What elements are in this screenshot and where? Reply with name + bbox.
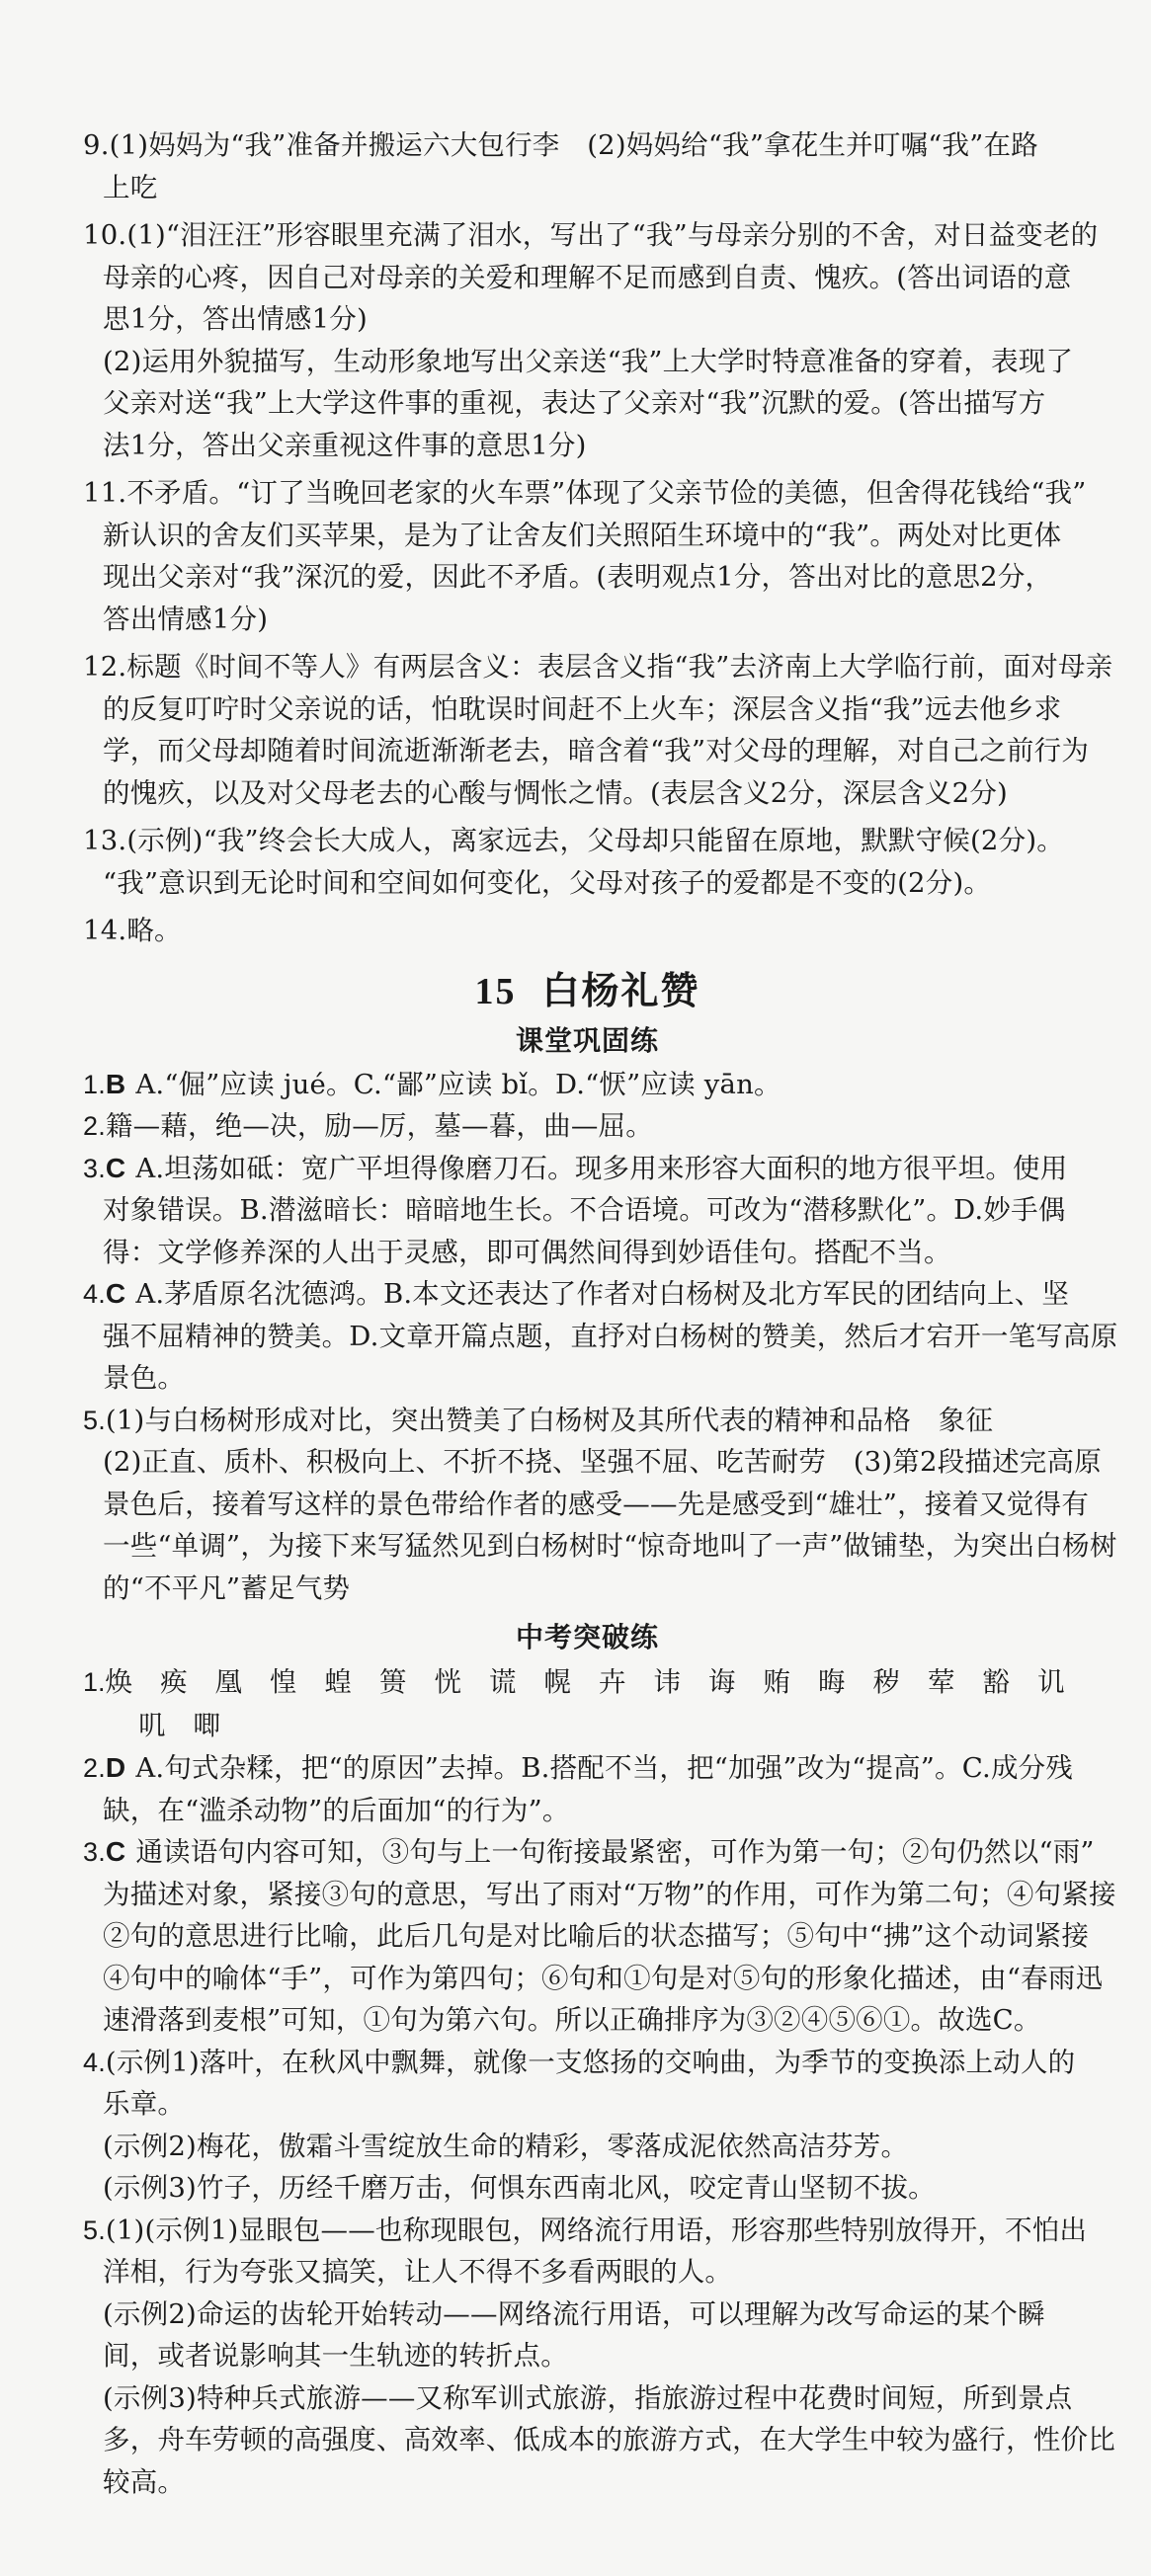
item-number: 5. bbox=[83, 2214, 106, 2245]
char: 唧 bbox=[193, 1710, 220, 1741]
item-number: 2. bbox=[83, 1111, 106, 1141]
answer-line: (1)与白杨树形成对比，突出赞美了白杨树及其所代表的精神和品格 象征 bbox=[105, 1404, 994, 1436]
answer-item-9 bbox=[83, 124, 1092, 208]
answer-line: 9.(1)妈妈为“我”准备并搬运六大包行李 (2)妈妈给“我”拿花生并叮嘱“我”在路 bbox=[83, 129, 1038, 161]
answer-line: 法1分，答出父亲重视这件事的意思1分) bbox=[103, 429, 587, 461]
s1-item-2 bbox=[83, 1105, 1092, 1148]
answer-line: (示例2)命运的齿轮开始转动——网络流行用语，可以理解为改写命运的某个瞬 bbox=[103, 2297, 1045, 2330]
answer-line: (示例1)落叶，在秋风中飘舞，就像一支悠扬的交响曲，为季节的变换添上动人的 bbox=[105, 2046, 1076, 2078]
answer-line: 答出情感1分) bbox=[103, 603, 269, 635]
item-number: 3. bbox=[83, 1153, 106, 1183]
char: 豁 bbox=[982, 1666, 1011, 1698]
answer-item-10 bbox=[83, 214, 1099, 466]
s1-item-3 bbox=[83, 1148, 1092, 1274]
lesson-name: 白杨礼赞 bbox=[541, 968, 700, 1012]
answer-line: (1)(示例1)显眼包——也称现眼包，网络流行用语，形容那些特别放得开，不怕出 bbox=[105, 2214, 1088, 2246]
s2-item-3 bbox=[83, 1831, 1116, 2042]
answer-line: 12.标题《时间不等人》有两层含义：表层含义指“我”去济南上大学临行前，面对母亲 bbox=[83, 651, 1113, 683]
answer-line: 的愧疚，以及对父母老去的心酸与惆怅之情。(表层含义2分，深层含义2分) bbox=[103, 776, 1008, 809]
answer-line: 上吃 bbox=[103, 171, 158, 203]
item-number: 4. bbox=[83, 2047, 106, 2077]
char: 痪 bbox=[160, 1666, 188, 1698]
answer-line: 景色。 bbox=[103, 1362, 186, 1394]
answer-line: ②句的意思进行比喻，此后几句是对比喻后的状态描写；⑤句中“拂”这个动词紧接 bbox=[103, 1920, 1090, 1952]
char: 卉 bbox=[599, 1666, 626, 1698]
answer-line: 通读语句内容可知，③句与上一句衔接最紧密，可作为第一句；②句仍然以“雨” bbox=[135, 1836, 1095, 1868]
answer-line: A.句式杂糅，把“的原因”去掉。B.搭配不当，把“加强”改为“提高”。C.成分残 bbox=[135, 1752, 1074, 1784]
answer-line: (2)正直、质朴、积极向上、不折不挠、坚强不屈、吃苦耐劳 (3)第2段描述完高原 bbox=[103, 1446, 1102, 1478]
answer-line: 强不屈精神的赞美。D.文章开篇点题，直抒对白杨树的赞美，然后才宕开一笔写高原 bbox=[103, 1320, 1118, 1352]
s1-item-1 bbox=[83, 1064, 1092, 1106]
answer-letter: D bbox=[105, 1752, 126, 1783]
answer-line: A.坦荡如砥：宽广平坦得像磨刀石。现多用来形容大面积的地方很平坦。使用 bbox=[135, 1152, 1068, 1184]
char: 蝗 bbox=[324, 1666, 353, 1698]
char: 荤 bbox=[928, 1666, 955, 1698]
s2-item-5 bbox=[83, 2210, 1115, 2504]
answer-line: 景色后，接着写这样的景色带给作者的感受——先是感受到“雄壮”，接着又觉得有 bbox=[103, 1488, 1090, 1520]
item-number: 2. bbox=[83, 1753, 106, 1783]
char: 篑 bbox=[379, 1666, 407, 1698]
item-number: 3. bbox=[83, 1837, 106, 1867]
answer-line: 的反复叮咛时父亲说的话，怕耽误时间赶不上火车；深层含义指“我”远去他乡求 bbox=[103, 692, 1062, 725]
char-list-cont bbox=[83, 1704, 1092, 1747]
answer-line: 缺，在“滥杀动物”的后面加“的行为”。 bbox=[103, 1794, 570, 1826]
answer-line: 较高。 bbox=[103, 2465, 186, 2498]
answer-item-12 bbox=[83, 646, 1113, 814]
answer-line: A.“倔”应读 jué。C.“鄙”应读 bǐ。D.“恹”应读 yān。 bbox=[135, 1068, 781, 1100]
char: 恍 bbox=[434, 1666, 462, 1698]
item-number: 5. bbox=[83, 1405, 106, 1435]
section-title-exam: 中考突破练 bbox=[515, 1621, 659, 1653]
answer-line: 一些“单调”，为接下来写猛然见到白杨树时“惊奇地叫了一声”做铺垫，为突出白杨树 bbox=[103, 1530, 1117, 1562]
char: 晦 bbox=[818, 1666, 846, 1698]
char: 惶 bbox=[270, 1666, 297, 1698]
char: 焕 bbox=[105, 1666, 133, 1698]
answer-letter: B bbox=[105, 1068, 126, 1099]
item-number: 4. bbox=[83, 1279, 106, 1309]
item-number: 1. bbox=[83, 1069, 106, 1099]
answer-line: (示例3)竹子，历经千磨万击，何惧东西南北风，咬定青山坚韧不拔。 bbox=[103, 2172, 936, 2204]
answer-line: 乐章。 bbox=[103, 2088, 186, 2120]
char-list bbox=[83, 1660, 1092, 1704]
s2-item-4 bbox=[83, 2042, 1092, 2210]
answer-line: A.茅盾原名沈德鸿。B.本文还表达了作者对白杨树及北方军民的团结向上、坚 bbox=[135, 1278, 1070, 1310]
answer-line: 速滑落到麦根”可知，①句为第六句。所以正确排序为③②④⑤⑥①。故选C。 bbox=[103, 2004, 1041, 2036]
s2-item-1 bbox=[83, 1660, 1092, 1747]
answer-line: 学，而父母却随着时间流逝渐渐老去，暗含着“我”对父母的理解，对自己之前行为 bbox=[103, 735, 1090, 766]
lesson-title bbox=[83, 964, 1092, 1018]
char: 叽 bbox=[138, 1710, 166, 1741]
char: 凰 bbox=[214, 1666, 243, 1698]
answer-line: 思1分，答出情感1分) bbox=[103, 303, 368, 335]
answer-line: 10.(1)“泪汪汪”形容眼里充满了泪水，写出了“我”与母亲分别的不舍，对日益变老的 bbox=[83, 219, 1099, 251]
answer-line: 间，或者说影响其一生轨迹的转折点。 bbox=[103, 2340, 568, 2372]
answer-line: 14.略。 bbox=[83, 915, 182, 946]
answer-line: 11.不矛盾。“订了当晚回老家的火车票”体现了父亲节俭的美德，但舍得花钱给“我” bbox=[83, 477, 1087, 509]
answer-line: (示例3)特种兵式旅游——又称军训式旅游，指旅游过程中花费时间短，所到景点 bbox=[103, 2381, 1073, 2414]
lesson-number: 15 bbox=[474, 970, 517, 1012]
answer-line: (示例2)梅花，傲霜斗雪绽放生命的精彩，零落成泥依然高洁芬芳。 bbox=[103, 2130, 909, 2162]
char: 讳 bbox=[653, 1666, 682, 1698]
char: 秽 bbox=[872, 1666, 901, 1698]
answer-line: 新认识的舍友们买苹果，是为了让舍友们关照陌生环境中的“我”。两处对比更体 bbox=[103, 519, 1062, 551]
answer-item-13 bbox=[83, 820, 1092, 904]
section-title-classroom: 课堂巩固练 bbox=[515, 1023, 659, 1057]
answer-letter: C bbox=[105, 1836, 126, 1867]
char: 诲 bbox=[708, 1666, 736, 1698]
answer-line: (2)运用外貌描写，生动形象地写出父亲送“我”上大学时特意准备的穿着，表现了 bbox=[103, 345, 1074, 377]
answer-line: 现出父亲对“我”深沉的爱，因此不矛盾。(表明观点1分，答出对比的意思2分， bbox=[103, 561, 1053, 593]
answer-line: ④句中的喻体“手”，可作为第四句；⑥句和①句是对⑤句的形象化描述，由“春雨迅 bbox=[103, 1962, 1104, 1994]
answer-line: 母亲的心疼，因自己对母亲的关爱和理解不足而感到自责、愧疚。(答出词语的意 bbox=[103, 261, 1072, 293]
char: 讥 bbox=[1037, 1666, 1065, 1698]
answer-letter: C bbox=[105, 1152, 126, 1183]
item-number: 1. bbox=[83, 1667, 106, 1697]
answer-line: 的“不平凡”蓄足气势 bbox=[103, 1571, 351, 1604]
answer-line: “我”意识到无论时间和空间如何变化，父母对孩子的爱都是不变的(2分)。 bbox=[103, 866, 992, 899]
answer-letter: C bbox=[105, 1278, 126, 1309]
answer-line: 洋相，行为夸张又搞笑，让人不得不多看两眼的人。 bbox=[103, 2256, 733, 2288]
answer-line: 对象错误。B.潜滋暗长：暗暗地生长。不合语境。可改为“潜移默化”。D.妙手偶 bbox=[103, 1194, 1066, 1226]
s1-item-5 bbox=[83, 1400, 1117, 1610]
answer-line: 13.(示例)“我”终会长大成人，离家远去，父母却只能留在原地，默默守候(2分)。 bbox=[83, 825, 1064, 856]
char: 谎 bbox=[489, 1666, 517, 1698]
answer-line: 籍—藉，绝—决，励—厉，墓—暮，曲—屈。 bbox=[105, 1110, 653, 1142]
s2-item-2 bbox=[83, 1747, 1092, 1831]
answer-line: 为描述对象，紧接③句的意思，写出了雨对“万物”的作用，可作为第二句；④句紧接 bbox=[103, 1878, 1116, 1910]
char: 贿 bbox=[763, 1666, 791, 1698]
char: 幌 bbox=[543, 1666, 572, 1698]
answer-item-11 bbox=[83, 472, 1092, 640]
answer-line: 父亲对送“我”上大学这件事的重视，表达了父亲对“我”沉默的爱。(答出描写方 bbox=[103, 387, 1046, 419]
s1-item-4 bbox=[83, 1273, 1118, 1400]
answer-line: 得：文学修养深的人出于灵感，即可偶然间得到妙语佳句。搭配不当。 bbox=[103, 1236, 951, 1268]
answer-item-14 bbox=[83, 910, 1092, 952]
answer-line: 多，舟车劳顿的高强度、高效率、低成本的旅游方式，在大学生中较为盛行，性价比 bbox=[103, 2424, 1115, 2455]
